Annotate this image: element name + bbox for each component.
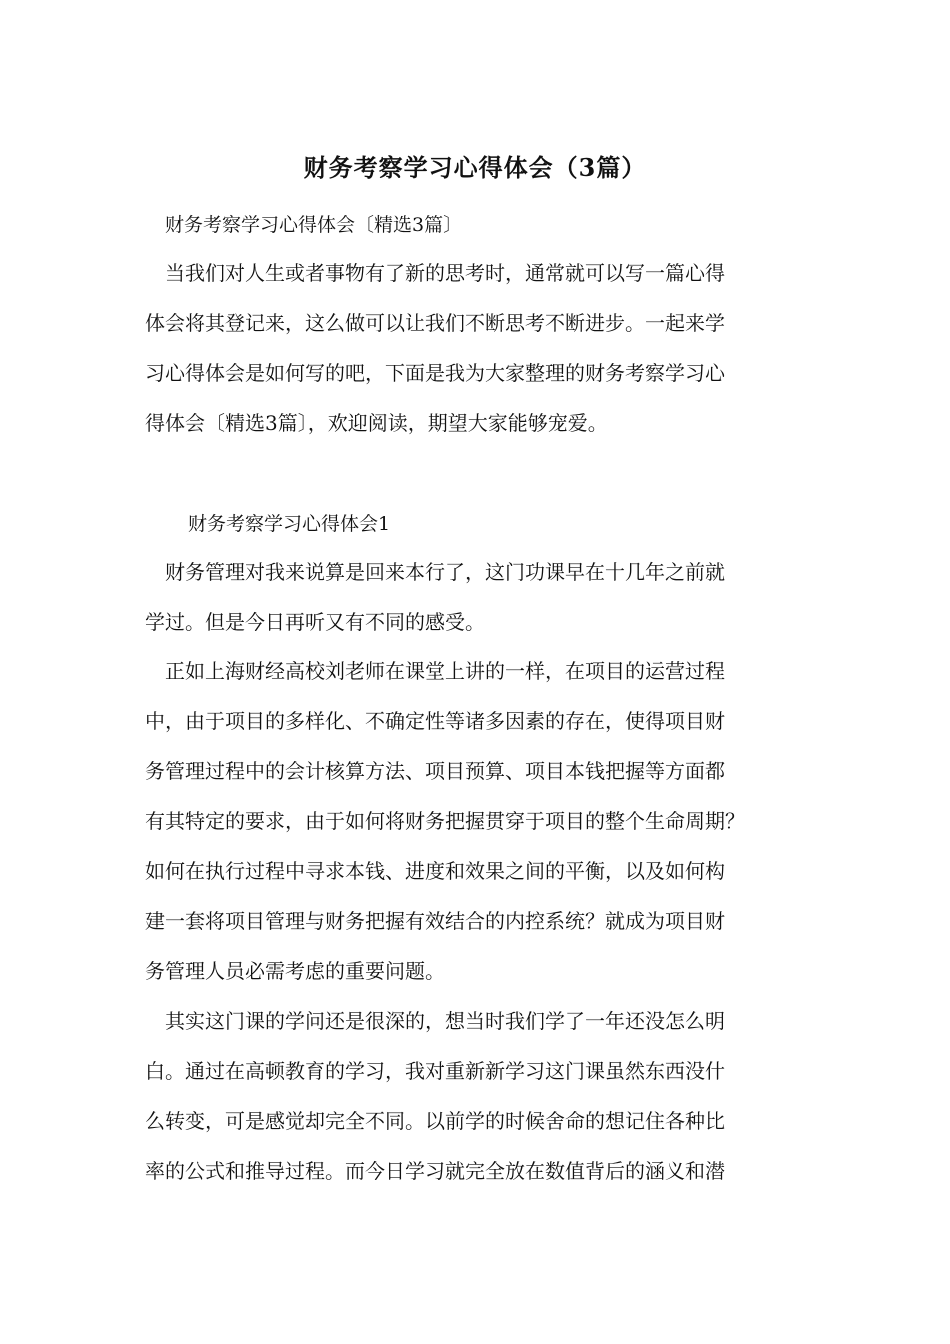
paragraph-line: 其实这门课的学问还是很深的，想当时我们学了一年还没怎么明 — [145, 1009, 725, 1033]
paragraph-line: 中，由于项目的多样化、不确定性等诸多因素的存在，使得项目财 — [145, 709, 725, 733]
paragraph-line: 务管理人员必需考虑的重要问题。 — [145, 959, 445, 983]
paragraph-line: 务管理过程中的会计核算方法、项目预算、项目本钱把握等方面都 — [145, 759, 725, 783]
paragraph-line: 建一套将项目管理与财务把握有效结合的内控系统？就成为项目财 — [145, 909, 725, 933]
paragraph-line: 么转变，可是感觉却完全不同。以前学的时候舍命的想记住各种比 — [145, 1109, 725, 1133]
section-heading: 财务考察学习心得体会1 — [188, 513, 391, 535]
paragraph-line: 率的公式和推导过程。而今日学习就完全放在数值背后的涵义和潜 — [145, 1159, 725, 1183]
paragraph-line: 学过。但是今日再听又有不同的感受。 — [145, 610, 485, 634]
paragraph-line: 白。通过在高顿教育的学习，我对重新新学习这门课虽然东西没什 — [145, 1059, 725, 1083]
document-subtitle: 财务考察学习心得体会〔精选3篇〕 — [165, 214, 463, 236]
document-title: 财务考察学习心得体会（3篇） — [303, 153, 647, 182]
paragraph-line: 财务管理对我来说算是回来本行了，这门功课早在十几年之前就 — [145, 560, 725, 584]
paragraph-line: 如何在执行过程中寻求本钱、进度和效果之间的平衡，以及如何构 — [145, 859, 725, 883]
paragraph-line: 有其特定的要求，由于如何将财务把握贯穿于项目的整个生命周期？ — [145, 809, 745, 833]
intro-line: 得体会〔精选3篇〕，欢迎阅读，期望大家能够宠爱。 — [145, 411, 608, 435]
intro-line: 体会将其登记来，这么做可以让我们不断思考不断进步。一起来学 — [145, 311, 725, 335]
intro-line: 习心得体会是如何写的吧，下面是我为大家整理的财务考察学习心 — [145, 361, 725, 385]
intro-line: 当我们对人生或者事物有了新的思考时，通常就可以写一篇心得 — [145, 261, 725, 285]
paragraph-line: 正如上海财经高校刘老师在课堂上讲的一样，在项目的运营过程 — [145, 659, 725, 683]
